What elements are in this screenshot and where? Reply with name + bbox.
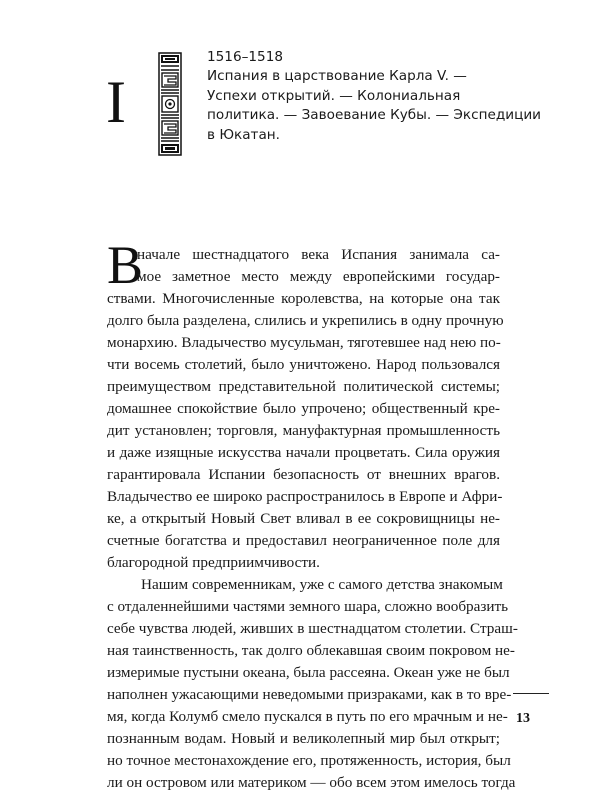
drop-cap: В: [107, 235, 144, 295]
chapter-summary-line: Испания в царствование Карла V. —: [207, 68, 467, 85]
text-line: измеримые пустыни океана, была рассеяна. Океан уже не был: [107, 664, 510, 681]
text-line: ная таинственность, так долго облекавшая своим покровом не-: [107, 642, 515, 659]
text-line: Владычество ее широко распространилось в Европе и Афри-: [107, 488, 503, 505]
body-text: [107, 244, 518, 794]
chapter-summary: [207, 48, 542, 145]
text-line: мя, когда Колумб смело пускался в путь по его мрачным и не-: [107, 708, 508, 725]
text-line: и даже изящные искусства начали процветать. Сила оружия: [107, 444, 500, 461]
text-line: гарантировала Испании безопасность от внешних врагов.: [107, 466, 500, 483]
text-line: начале шестнадцатого века Испания занимала са-: [137, 246, 500, 263]
chapter-summary-line: Успехи открытий. — Колониальная: [207, 87, 461, 104]
text-line: чти восемь столетий, было уничтожено. Народ пользовался: [107, 356, 500, 373]
text-line: ли он островом или материком — обо всем этом имелось тогда: [107, 774, 516, 791]
text-line: себе чувства людей, живших в шестнадцатом столетии. Страш-: [107, 620, 518, 637]
text-line: монархию. Владычество мусульман, тяготевшее над нею по-: [107, 334, 501, 351]
decorative-ornament-icon: [158, 52, 182, 156]
chapter-summary-line: политика. — Завоевание Кубы. — Экспедиции: [207, 107, 542, 124]
text-line: с отдаленнейшими частями земного шара, сложно вообразить: [107, 598, 509, 615]
text-line: познанным водам. Новый и великолепный мир был открыт;: [107, 730, 500, 747]
text-line: преимуществом представительной политической системы;: [107, 378, 500, 395]
chapter-years: 1516–1518: [207, 49, 283, 65]
text-line: счетные богатства и предоставил неограниченное поле для: [107, 532, 500, 549]
text-line: ствами. Многочисленные королевства, на которые она так: [107, 290, 500, 307]
text-line: наполнен ужасающими неведомыми призраками, как в то вре-: [107, 686, 512, 703]
chapter-summary-line: в Юкатан.: [207, 126, 281, 143]
text-line: домашнее спокойствие было упрочено; общественный кре-: [107, 400, 500, 417]
footer-rule: [513, 693, 549, 694]
page-number: 13: [516, 711, 530, 726]
text-line: Нашим современникам, уже с самого детства знакомым: [141, 576, 503, 593]
text-line: благородной предприимчивости.: [107, 554, 320, 571]
text-line: мое заметное место между европейскими государ-: [137, 268, 500, 285]
text-line: долго была разделена, слились и укрепились в одну прочную: [107, 312, 504, 329]
chapter-number: I: [106, 69, 126, 135]
text-line: ке, а открытый Новый Свет вливал в ее сокровищницы не-: [107, 510, 500, 527]
text-line: дит установлен; торговля, мануфактурная промышленность: [107, 422, 500, 439]
text-line: но точное местонахождение его, протяженность, история, был: [107, 752, 511, 769]
